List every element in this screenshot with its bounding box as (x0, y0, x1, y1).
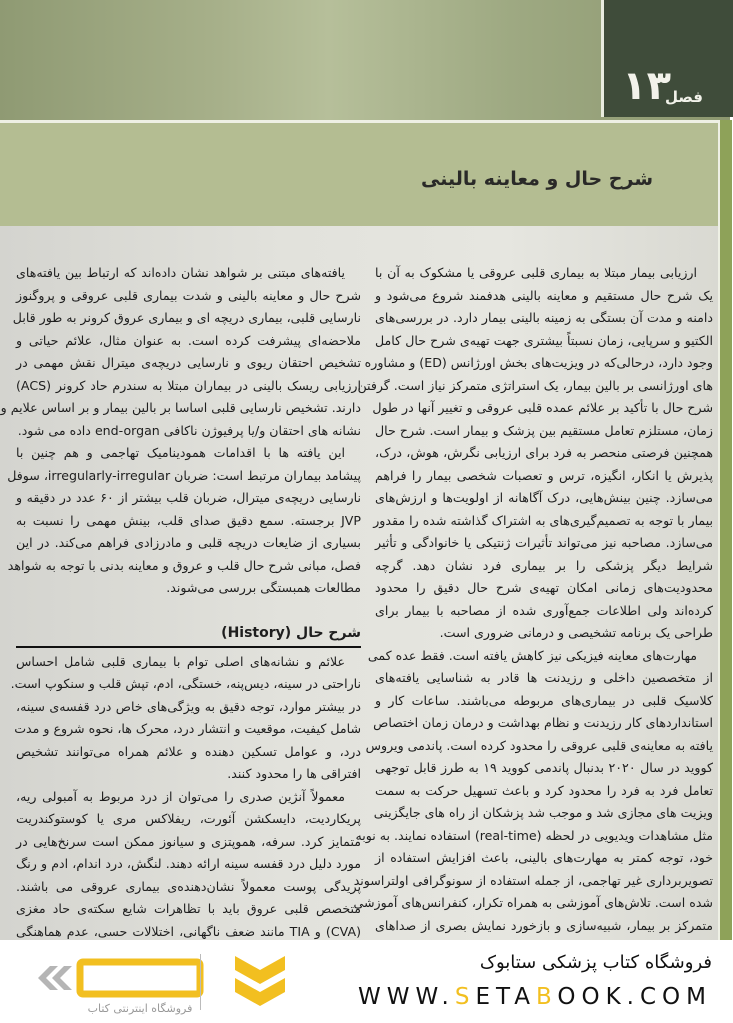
text-line: نارسایی قلبی، بیماری دریچه ای و بیماری عروق کرونر به طور قابل (12, 310, 361, 325)
text-line: یافته به معاینه‌ی قلبی عروقی را محدود کرده است. پاندمی ویروس (365, 737, 713, 753)
text-line: افتراقی ها را محدود کنند. (227, 766, 361, 781)
page-edge-strip (718, 120, 732, 940)
text-line: می‌سازد. چنین بینش‌هایی، درک آگاهانه از اولویت‌ها و ارزش‌های (375, 490, 713, 505)
text-line: مورد دلیل درد قفسه سینه ارائه دهند. لنگش، درد اندام، ادم و رنگ (16, 856, 361, 871)
section-heading-history: شرح حال (History) (16, 620, 361, 648)
store-name: فروشگاه کتاب پزشکی ستابوک (479, 952, 712, 973)
text-line: شرح حال و معاینه بالینی و شدت بیماری قلبی عروقی و پروگنوز (16, 287, 361, 303)
text-line: متخصص قلبی عروق باید با تظاهرات شایع سکته‌ی حاد مغزی (16, 901, 361, 916)
text-line: یافته‌های مبتنی بر شواهد نشان داده‌اند که ارتباط بین یافته‌های (16, 265, 345, 280)
text-line: مطالعات همبستگی بررسی می‌شوند. (166, 580, 361, 595)
logo-tagline: فروشگاه اینترنتی کتاب (87, 1002, 193, 1015)
text-line: معمولاً آنژین صدری را می‌توان از درد مربوط به آمبولی ریه، (16, 788, 345, 804)
text-line: کووید در سال ۲۰۲۰ بدنبال پاندمی کووید ۱۹ به طرز قابل توجهی (375, 760, 713, 775)
text-line: های اورژانسی بر بالین بیمار، یک استراتژی متمرکز نیاز است. گرفتن (357, 377, 713, 393)
text-line: پذیرش یا انکار، انگیزه، ترس و تعصبات شخصی بیمار را فراهم (375, 467, 713, 483)
text-line: دامنه و مدت آن بستگی به زمینه بالینی بیمار دارد. در بررسی‌های (375, 310, 713, 325)
text-line: بسیاری از ضایعات دریچه قلبی و مادرزادی فراهم می‌کند. در این (16, 535, 361, 550)
text-line: درد، و عوامل تسکین دهنده و علائم همراه می‌توانند تشخیص (16, 743, 361, 759)
text-line: نارسایی دریچه‌ی میترال، ضربان قلب بیشتر از ۶۰ عدد در دقیقه و (16, 490, 361, 505)
text-line: زمان، مستلزم تعامل مستقیم بین پزشک و بیمار است. شرح حال (375, 422, 713, 438)
chapter-title: شرح حال و معاینه بالینی (421, 168, 653, 190)
text-line: شرایط دیگر پزشکی را بر بیماری فرد نشان دهد. گرچه (375, 557, 713, 573)
text-line: علائم و نشانه‌های اصلی توام با بیماری قلبی شامل احساس (16, 653, 345, 669)
setabook-logo (30, 948, 290, 1018)
text-line: ملاحضه‌ای پیشرفت کرده است. به عنوان مثال، علائم حیاتی و (16, 332, 361, 348)
text-line: مثل مشاهدات ویدیویی در لحظه (real-time) استفاده نمایند. به نوبه (355, 827, 713, 843)
text-line: استانداردهای کار رزیدنت و نظام بهداشت و درمان زمان اختصاص (373, 715, 713, 730)
text-line: پریکاردیت، دایسکشن آئورت، ریفلاکس مری یا کوستوکندریت (16, 811, 361, 826)
text-line: ارزیابی ریسک بالینی در بیماران مبتلا به سندرم حاد کرونر (ACS) (16, 377, 361, 393)
text-line: تصویربرداری غیر تهاجمی، از جمله استفاده از سونوگرافی اولتراسوند (353, 872, 713, 888)
text-line: شامل کیفیت، موقعیت و انتشار درد، محرک ها، نحوه شروع و مدت (14, 721, 361, 736)
text-line: یک شرح حال مستقیم و معاینه بالینی هدفمند شروع می‌شود و (375, 287, 713, 303)
text-line: فصل، مبانی شرح حال قلب و عروق و معاینه بدنی با توجه به شواهد (7, 557, 361, 573)
text-line: در بیشتر موارد، توجه دقیق به ویژگی‌های خاص درد قفسه‌ی سینه، (16, 698, 361, 714)
text-line: کلاسیک قلبی در بیماری‌های مربوطه می‌باشند. ساعات کار و (375, 692, 713, 708)
text-line: (CVA) و TIA مانند ضعف ناگهانی، اختلالات حسی، عدم هماهنگی (16, 923, 361, 939)
text-line: تعامل فرد به فرد را محدود کرد و باعث تسهیل حرکت به سمت (375, 782, 713, 798)
store-url[interactable]: WWW.SETABOOK.COM (357, 984, 712, 1010)
watermark-footer (0, 940, 730, 1023)
chapter-number: ۱۳ (622, 63, 671, 109)
text-line: نشانه های احتقان و/یا پرفیوژن ناکافی end-organ داده می شود. (17, 422, 361, 438)
chapter-title-band (0, 120, 718, 229)
text-line: پیشامد بیماران مرتبط است: ضربان irregularly-irregular، سوفل (7, 467, 361, 483)
text-line: می‌سازد. مصاحبه نیز می‌تواند تأثیرات ژنتیکی یا خانوادگی و تأثیر (375, 535, 713, 550)
chapter-label: فصل (665, 88, 703, 106)
text-line: خود، توجه کمتر به مهارت‌های بالینی، باعث افزایش استفاده از (375, 850, 713, 865)
text-line: الکتیو و سرپایی، زمان نسبتاً بیشتری جهت تهیه‌ی شرح حال کامل (375, 332, 713, 348)
text-line: این یافته ها با اقدامات همودینامیک تهاجمی و هم چنین با (16, 445, 345, 460)
text-line: وجود دارد، درحالی‌که در ویزیت‌های بخش اورژانس (ED) و مشاوره (364, 355, 713, 370)
text-line: متمرکز بر بیمار، شبیه‌سازی و بازخورد نمایش بصری از صداهای (375, 917, 713, 933)
text-line: تشخیص احتقان ریوی و نارسایی دریچه‌ی میترال نقش مهمی در (16, 355, 361, 370)
text-line: همچنین فرصتی منحصر به فرد برای ارزیابی نگرش، هوش، درک، (375, 445, 713, 460)
left-column (0, 262, 361, 943)
text-line: طراحی یک برنامه تشخیصی و درمانی ضروری است. (439, 625, 713, 640)
text-line: مهارت‌های معاینه فیزیکی نیز کاهش یافته است. فقط عده کمی (367, 647, 697, 663)
text-line: پریدگی پوست معمولاً نشان‌دهنده‌ی بیماری عروقی می باشند. (16, 878, 361, 894)
text-line: JVP برجسته. سمع دقیق صدای قلب، بینش مهمی را نسبت به (16, 512, 361, 528)
logo-divider (200, 954, 201, 1010)
text-line: شرح حال با تأکید بر علائم عمده قلبی عروقی و تغییر آنها در طول (372, 400, 713, 415)
text-line: شده است. تلاش‌های آموزشی به همراه تکرار، کنفرانس‌های آموزشی (353, 895, 713, 910)
text-line: از متخصصین داخلی و رزیدنت ها قادر به شناسایی یافته‌های (375, 670, 713, 685)
text-line: ناراحتی در سینه، دیس‌پنه، خستگی، ادم، تپش قلب و سنکوپ است. (10, 676, 361, 691)
text-line: ارزیابی بیمار مبتلا به بیماری قلبی عروقی یا مشکوک به آن با (375, 265, 697, 280)
text-line: متمایز کرد. سرفه، هموپتزی و سیانوز ممکن است سرنخ‌هایی در (16, 833, 361, 849)
chapter-number-box (601, 0, 733, 117)
text-line: دارند. تشخیص نارسایی قلبی اساسا بر بالین بیمار و بر اساس علایم و (0, 400, 361, 415)
text-line: ویزیت های مجازی شد و موجب شد پزشکان از راه های جایگزینی (373, 805, 713, 820)
text-line: بیمار با توجه به تصمیم‌گیری‌های به اشتراک گذاشته شده را مقدور (373, 512, 713, 528)
text-line: کرده‌اند ولی اطلاعات جمع‌آوری شده از مصاحبه با بیمار برای (375, 602, 713, 618)
right-column (353, 262, 713, 937)
text-line: محدودیت‌های زمانی امکان تهیه‌ی شرح حال دقیق را محدود (375, 580, 713, 595)
